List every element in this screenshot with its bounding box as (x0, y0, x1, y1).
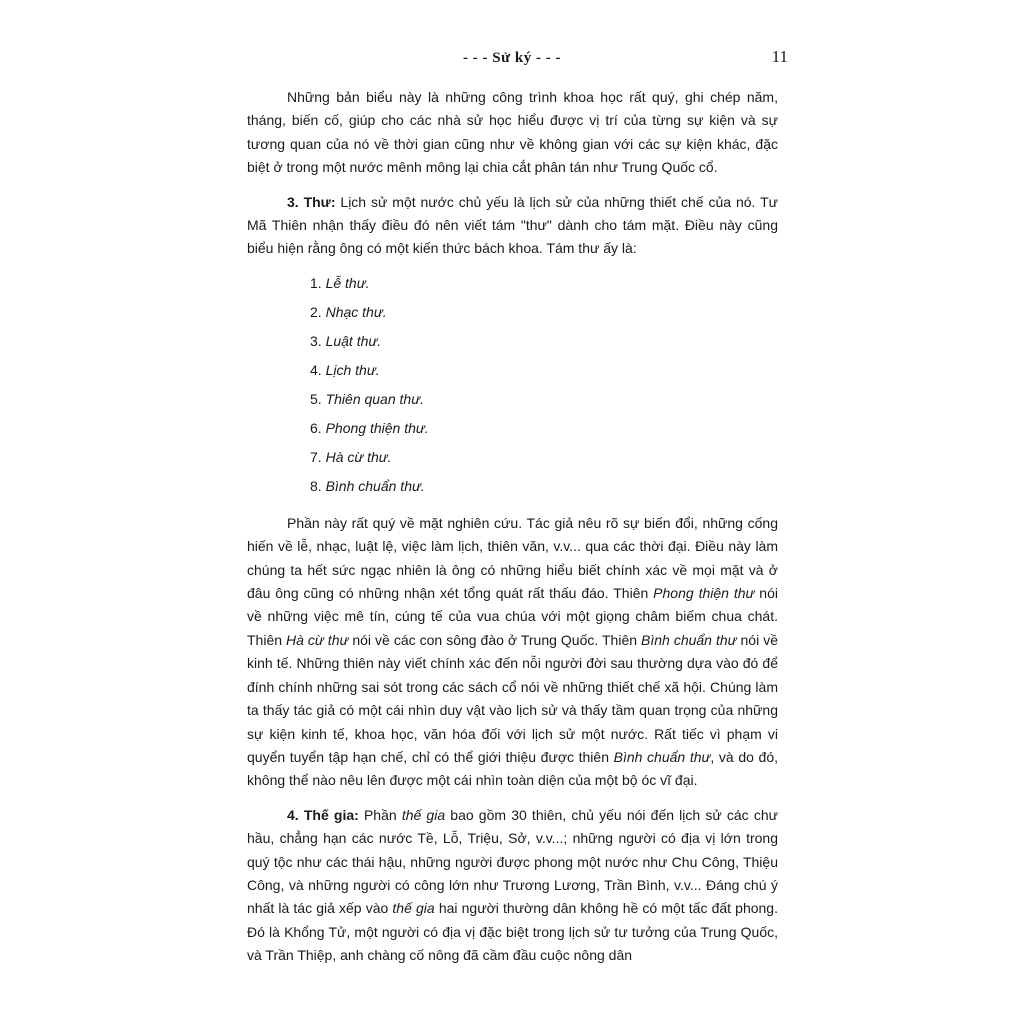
book-title: Bình chuẩn thư. (325, 477, 425, 494)
book-title-inline: Bình chuẩn thư (641, 631, 737, 648)
list-number: 4. (310, 361, 322, 378)
text-run: Phần này rất quý về mặt nghiên cứu. Tác giả nêu rõ sự biến đổi, những cống hiến về lễ, nhạc, luật lệ, việc làm lịch, thiên văn, v.v... qua các thời đại. Điều này làm chúng ta hết sức ngạc nhiên là ông có những hiểu biết chính xác về mọi mặt và ở đâu ông cũng có những nhận xét tổng quát rất thấu đáo. Thiên (247, 514, 778, 602)
list-item (247, 443, 778, 472)
text-run: hai người thường dân không hề có một tấc đất phong. Đó là Khổng Tử, một người có địa vị đặc biệt trong lịch sử tư tưởng của Trung Quốc, và Trần Thiệp, anh chàng cố nông đã cầm đầu cuộc nông dân (247, 900, 778, 964)
book-title-inline: Bình chuẩn thư (613, 748, 711, 765)
list-item (247, 385, 778, 414)
paragraph-text: Lịch sử một nước chủ yếu là lịch sử của những thiết chế của nó. Tư Mã Thiên nhận thấy điều đó nên viết tám "thư" dành cho tám mặt. Điều này cũng biểu hiện rằng ông có một kiến thức bách khoa. Tám thư ấy là: (247, 193, 779, 257)
book-title: Thiên quan thư. (325, 390, 424, 407)
list-number: 2. (310, 303, 322, 320)
page-number: 11 (771, 47, 788, 66)
section-heading-the-gia: 4. Thế gia: (287, 806, 359, 823)
list-item (247, 298, 778, 327)
list-item (247, 472, 778, 501)
text-run: bao gồm 30 thiên, chủ yếu nói đến lịch sử các chư hầu, chẳng hạn các nước Tề, Lỗ, Triệu, Sở, v.v...; những người có địa vị lớn trong quý tộc như các thái hậu, những người được phong một nước như Chu Công, Thiệu Công, và những người có công lớn như Trương Lương, Trần Bình, v.v... Đáng chú ý nhất là tác giả xếp vào (247, 806, 778, 917)
body-text (247, 86, 778, 968)
list-item (247, 414, 778, 443)
book-title-inline: Phong thiện thư (653, 585, 755, 602)
list-number: 8. (310, 477, 322, 494)
list-number: 5. (310, 390, 322, 407)
running-title: - - - Sử ký - - - (463, 50, 561, 66)
term-inline: thế gia (401, 806, 446, 823)
list-number: 3. (310, 332, 322, 349)
book-title: Nhạc thư. (325, 303, 387, 320)
text-run: nói về những việc mê tín, cúng tế của vua chúa với một giọng châm biếm chua chát. Thiên (247, 585, 778, 648)
list-item (247, 269, 778, 298)
book-title: Lịch thư. (325, 361, 380, 378)
book-title: Luật thư. (325, 332, 382, 349)
book-title: Lễ thư. (325, 274, 370, 291)
book-title: Phong thiện thư. (325, 419, 429, 436)
list-item (247, 356, 778, 385)
term-inline: thế gia (392, 900, 435, 917)
list-number: 6. (310, 419, 322, 436)
text-run: Phần (358, 806, 402, 823)
paragraph-tables: Những bản biểu này là những công trình khoa học rất quý, ghi chép năm, tháng, biến cố, giúp cho các nhà sử học hiểu được vị trí của từng sự kiện và sự tương quan của nó về thời gian cũng như về không gian với các sự kiện khác, đặc biệt ở trong một nước mênh mông lại chia cắt phân tán như Trung Quốc cổ. (247, 89, 778, 176)
section-heading-thu: 3. Thư: (287, 193, 336, 210)
paragraph-the-gia (247, 804, 778, 968)
list-item (247, 327, 778, 356)
paragraph-books-intro (247, 191, 778, 261)
text-run: , và do đó, không thể nào nêu lên được một cái nhìn toàn diện của một bộ óc vĩ đại. (247, 748, 778, 789)
paragraph-books-analysis (247, 512, 778, 793)
text-run: nói về kinh tế. Những thiên này viết chính xác đến nỗi người đời sau thường dựa vào đó để đính chính những sai sót trong các sách cổ nói về những thiết chế xã hội. Chúng làm ta thấy tác giả có một cái nhìn duy vật vào lịch sử và thấy tầm quan trọng của những sự kiện kinh tế, khoa học, văn hóa đối với lịch sử một nước. Rất tiếc vì phạm vi quyển tuyển tập hạn chế, chỉ có thể giới thiệu được thiên (247, 631, 778, 765)
list-number: 1. (310, 274, 322, 291)
list-number: 7. (310, 448, 322, 465)
eight-books-list (247, 269, 778, 501)
book-title: Hà cừ thư. (325, 448, 392, 465)
text-run: nói về các con sông đào ở Trung Quốc. Thiên (348, 631, 642, 648)
book-title-inline: Hà cừ thư (286, 631, 349, 648)
